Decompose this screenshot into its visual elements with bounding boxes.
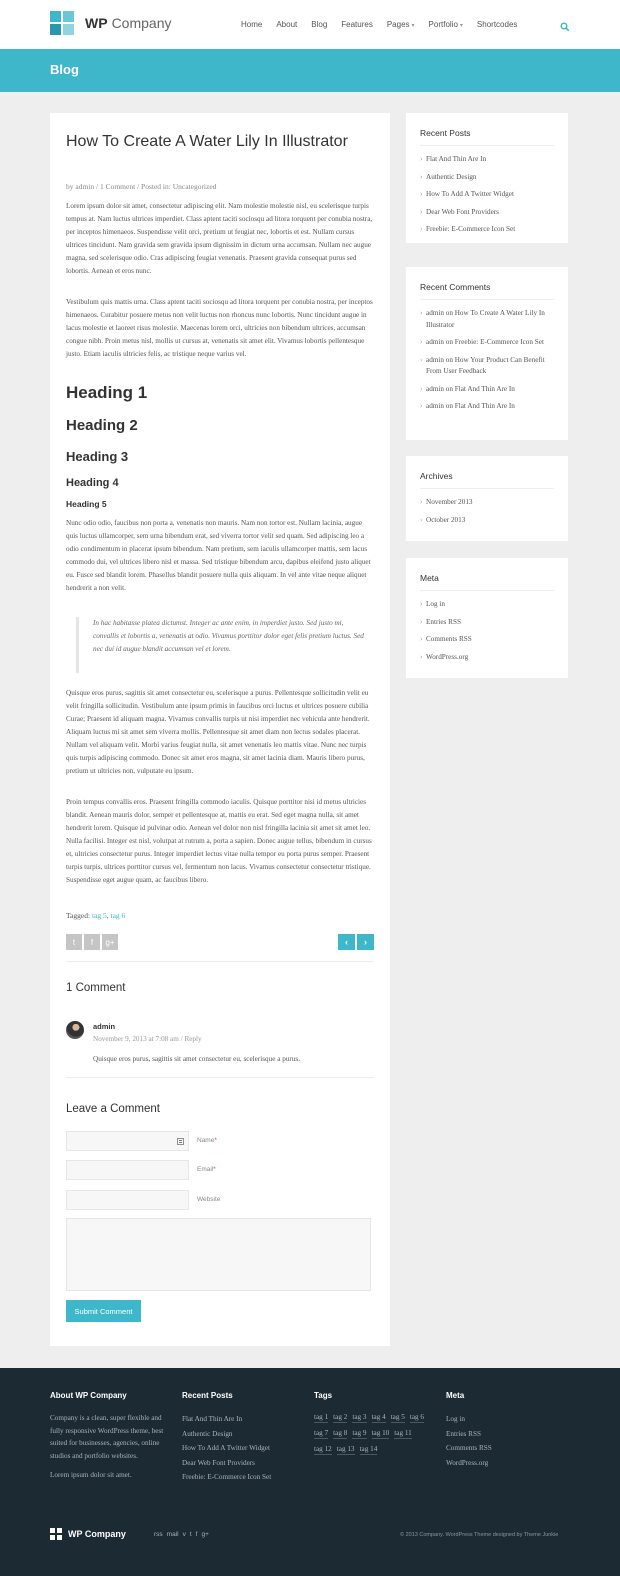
- heading-4: Heading 4: [66, 477, 119, 489]
- leave-comment-title: Leave a Comment: [66, 1103, 160, 1115]
- twitter-icon[interactable]: t: [189, 1531, 192, 1538]
- chevron-down-icon: ▾: [411, 23, 415, 29]
- blockquote: In hac habitasse platea dictumst. Integer ac ante enim, in imperdiet justo. Sed justo mi, convallis et lobortis a, venenatis at odio. Vivamus porttitor dolor eget felis pretium luctus. Sed nec dui id augue blandit accumsan vel et lorem.: [76, 617, 366, 673]
- widget-meta: [406, 558, 568, 678]
- footer-tag-link[interactable]: tag 7: [314, 1429, 329, 1437]
- site-logo[interactable]: [50, 11, 171, 35]
- archive-link[interactable]: › October 2013: [420, 515, 560, 527]
- recent-comment-link[interactable]: › admin on How Your Product Can Benefit From User Feedback: [420, 355, 560, 378]
- post-title[interactable]: How To Create A Water Lily In Illustrator: [66, 133, 348, 150]
- nav-item-home[interactable]: [241, 20, 262, 29]
- footer-logo-text: WP Company: [68, 1529, 126, 1539]
- footer-tag-link[interactable]: tag 14: [359, 1445, 378, 1453]
- prev-post-button[interactable]: [338, 934, 355, 950]
- website-input[interactable]: [66, 1190, 189, 1210]
- facebook-icon[interactable]: f: [195, 1531, 198, 1538]
- post-meta: [66, 182, 216, 191]
- widget-divider: [420, 299, 554, 300]
- post-card: [50, 113, 390, 1346]
- reply-link[interactable]: Reply: [184, 1035, 202, 1043]
- name-input[interactable]: [66, 1131, 189, 1151]
- footer-tag-link[interactable]: tag 4: [371, 1413, 386, 1421]
- footer-tag-link[interactable]: tag 5: [390, 1413, 405, 1421]
- heading-1: Heading 1: [66, 383, 148, 402]
- widget-title: Recent Posts: [420, 128, 471, 138]
- search-icon[interactable]: [560, 19, 570, 29]
- logo-text-light: Company: [111, 15, 172, 31]
- tags-label: Tagged:: [66, 911, 92, 920]
- comments-title: 1 Comment: [66, 982, 126, 994]
- footer-tag-link[interactable]: tag 11: [394, 1429, 412, 1437]
- nav-item-label: Pages: [386, 20, 410, 29]
- post-paragraph-1: Lorem ipsum dolor sit amet, consectetur adipiscing elit. Nam molestie molestie nisl, eu scelerisque turpis tempus at. Nam luctus ultrices imperdiet. Class aptent taciti sociosqu ad litora torquent per conubia nostra, per inceptos himenaeos. Suspendisse velit orci, pretium ut feugiat nec, lobortis et est. Nullam cursus ultrices tincidunt. Nam gravida sem gravida ipsum dignissim in dictum urna accumsan. Nullam nec augue magna, sed scelerisque odio. Cras adipiscing feugiat venenatis. Praesent gravida consequat purus sed lobortis. Aenean et eros nunc.: [66, 202, 373, 275]
- post-pager: [338, 934, 374, 950]
- recent-comment-link[interactable]: › admin on Flat And Thin Are In: [420, 384, 560, 396]
- nav-item-label: About: [276, 20, 298, 29]
- recent-post-link[interactable]: › Dear Web Font Providers: [420, 207, 560, 219]
- meta-link[interactable]: › Log in: [420, 599, 560, 611]
- nav-item-label: Features: [341, 20, 373, 29]
- footer-post-link[interactable]: Freebie: E-Commerce Icon Set: [182, 1473, 272, 1481]
- google-plus-icon[interactable]: g+: [201, 1531, 209, 1538]
- facebook-share-button[interactable]: [84, 934, 100, 950]
- meta-category-link[interactable]: Uncategorized: [172, 182, 217, 191]
- submit-comment-button[interactable]: Submit Comment: [66, 1300, 141, 1322]
- post-paragraph-2: Vestibulum quis mattis urna. Class aptent taciti sociosqu ad litora torquent per conubia nostra, per inceptos himenaeos. Curabitur posuere metus non velit luctus non rhoncus nunc lobortis. Nunc tincidunt augue in lacus molestie et laoreet risus molestie. Maecenas lorem orci, ultricies non bibendum ultrices, accumsan congue nibh. Proin metus nisl, mollis ut cursus at, venenatis sit amet elit. Vivamus lobortis pellentesque justo. Etiam iaculis ultricies felis, ac tristique neque varius vel.: [66, 298, 373, 358]
- widget-divider: [420, 488, 554, 489]
- footer-recent-posts-title: Recent Posts: [182, 1391, 233, 1400]
- widget-list: [420, 308, 560, 419]
- twitter-share-button[interactable]: [66, 934, 82, 950]
- site-header: [0, 0, 620, 49]
- nav-item-portfolio[interactable]: [429, 20, 463, 29]
- heading-5: Heading 5: [66, 499, 107, 509]
- share-buttons: [66, 934, 118, 950]
- nav-item-label: Home: [241, 20, 263, 29]
- footer-tag-link[interactable]: tag 2: [333, 1413, 348, 1421]
- google-plus-icon: g+: [105, 937, 115, 947]
- footer-list: [446, 1412, 492, 1470]
- google-share-button[interactable]: [102, 934, 118, 950]
- post-paragraph-5: Proin tempus convallis eros. Praesent fringilla commodo iaculis. Quisque porttitor nisi id metus ultricies blandit. Aenean mauris dolor, semper et pellentesque at, mattis eu erat. Sed eget magna nulla, sit amet hendrerit lorem. Quisque id pulvinar odio. Aenean vel dolor non nisl fringilla lacinia sit amet sit amet leo. Nulla facilisi. Integer est nisl, volutpat at rutrum a, porta a sapien. Donec augue tellus, bibendum in cursus et, ultricies consectetur purus. Integer imperdiet lectus vitae nulla tempor eu porta purus semper. Praesent turpis turpis, ultrices porttitor cursus vel, fermentum non lacus. Vivamus consectetur consectetur tristique. Suspendisse eget augue quam, ac faucibus libero.: [66, 798, 372, 884]
- comment-date: [93, 1035, 202, 1043]
- footer-tags-title: Tags: [314, 1391, 333, 1400]
- divider: [66, 961, 374, 962]
- required-mark: *: [213, 1166, 216, 1173]
- logo-text: [85, 15, 171, 31]
- rss-icon[interactable]: rss: [154, 1531, 163, 1538]
- main-nav: [241, 20, 517, 29]
- nav-item-label: Portfolio: [428, 20, 458, 29]
- facebook-icon: f: [90, 937, 94, 947]
- recent-comment-link[interactable]: › admin on Freebie: E-Commerce Icon Set: [420, 337, 560, 349]
- widget-list: [420, 497, 560, 532]
- footer-meta-link[interactable]: Entries RSS: [446, 1429, 481, 1438]
- nav-item-label: Blog: [311, 20, 328, 29]
- recent-comment-link[interactable]: › admin on Flat And Thin Are In: [420, 401, 560, 413]
- divider: [66, 1077, 374, 1078]
- footer-copyright: © 2013 Company. WordPress Theme designed by Theme Junkie: [400, 1532, 559, 1538]
- nav-item-features[interactable]: [341, 20, 373, 29]
- comment-textarea[interactable]: [66, 1218, 371, 1291]
- footer-post-link[interactable]: How To Add A Twitter Widget: [182, 1444, 270, 1452]
- footer-meta-title: Meta: [446, 1391, 465, 1400]
- widget-title: Meta: [420, 573, 439, 583]
- footer-post-link[interactable]: Authentic Design: [182, 1429, 233, 1438]
- widget-recent-posts: [406, 113, 568, 243]
- page-title: Blog: [50, 62, 79, 77]
- post-paragraph-3: Nunc odio odio, faucibus non porta a, venenatis non mauris. Nam non tortor est. Nullam lacinia, augue quis luctus ullamcorper, sem urna bibendum erat, sed viverra tortor velit sed quam. Sed adipiscing leo a odio condimentum in placerat ipsum bibendum. Nam pretium, sem iaculis ullamcorper mattis, sem lacus commodo dui, vel ultrices libero nisl et massa. Sed tristique bibendum arcu, dapibus eleifend justo aliquet eu. Fusce sed blandit lorem. Phasellus blandit posuere nulla quis aliquam. In vel ante vitae neque aliquet hendrerit a non velit.: [66, 519, 371, 592]
- footer-tag-link[interactable]: tag 10: [371, 1429, 390, 1437]
- nav-item-pages[interactable]: [387, 20, 415, 29]
- footer-recent-posts: [182, 1391, 271, 1485]
- email-input[interactable]: [66, 1160, 189, 1180]
- footer-post-link[interactable]: Flat And Thin Are In: [182, 1415, 243, 1423]
- recent-comment-link[interactable]: › admin on How To Create A Water Lily In Illustrator: [420, 308, 560, 331]
- nav-item-about[interactable]: [276, 20, 297, 29]
- meta-link[interactable]: › WordPress.org: [420, 652, 560, 664]
- meta-comments-link[interactable]: 1 Comment: [99, 182, 136, 191]
- name-label: [197, 1137, 217, 1144]
- footer-list: [182, 1412, 271, 1485]
- footer-about-text: Company is a clean, super flexible and fully responsive WordPress theme, best suited for businesses, agencies, online studios and portfolio websites.: [50, 1414, 164, 1460]
- meta-by: by: [66, 182, 76, 191]
- footer-tags: [314, 1391, 426, 1455]
- footer-meta-link[interactable]: Log in: [446, 1415, 465, 1423]
- widget-list: [420, 154, 560, 242]
- post-tags: [66, 911, 125, 920]
- footer-tag-cloud: [314, 1412, 426, 1455]
- next-post-button[interactable]: [357, 934, 374, 950]
- chevron-left-icon: ‹: [345, 937, 348, 947]
- email-label-text: Email: [197, 1166, 214, 1173]
- archive-link[interactable]: › November 2013: [420, 497, 560, 509]
- widget-recent-comments: [406, 267, 568, 440]
- chevron-right-icon: ›: [364, 937, 367, 947]
- mail-icon[interactable]: mail: [166, 1531, 179, 1538]
- footer-post-link[interactable]: Dear Web Font Providers: [182, 1458, 255, 1467]
- footer-meta: [446, 1391, 492, 1470]
- tag-link[interactable]: tag 6: [110, 911, 126, 920]
- footer-tag-link[interactable]: tag 9: [352, 1429, 367, 1437]
- widget-divider: [420, 145, 554, 146]
- logo-text-bold: WP: [85, 15, 108, 31]
- footer-tag-link[interactable]: tag 3: [352, 1413, 367, 1421]
- website-label: Website: [197, 1196, 221, 1203]
- footer-meta-link[interactable]: Comments RSS: [446, 1444, 492, 1452]
- meta-author-link[interactable]: admin: [75, 182, 95, 191]
- contact-card-icon: [177, 1138, 184, 1145]
- footer-tag-link[interactable]: tag 8: [333, 1429, 348, 1437]
- footer-tag-link[interactable]: tag 12: [314, 1445, 332, 1453]
- email-label: [197, 1166, 216, 1173]
- comment-text: Quisque eros purus, sagittis sit amet consectetur eu, scelerisque a purus.: [93, 1055, 300, 1063]
- heading-3: Heading 3: [66, 449, 129, 464]
- recent-post-link[interactable]: › How To Add A Twitter Widget: [420, 189, 560, 201]
- footer-tag-link[interactable]: tag 6: [409, 1413, 425, 1421]
- widget-title: Recent Comments: [420, 282, 491, 292]
- nav-item-shortcodes[interactable]: [477, 20, 517, 29]
- footer-tag-link[interactable]: tag 13: [336, 1445, 355, 1453]
- footer-social-links: [154, 1531, 209, 1538]
- twitter-icon: t: [72, 937, 76, 947]
- nav-item-label: Shortcodes: [476, 20, 518, 29]
- chevron-down-icon: ▾: [459, 23, 463, 29]
- recent-post-link[interactable]: › Flat And Thin Are In: [420, 154, 560, 166]
- footer-about-text-2: Lorem ipsum dolor sit amet.: [50, 1471, 132, 1479]
- avatar: [66, 1021, 84, 1039]
- widget-archives: [406, 456, 568, 541]
- meta-link[interactable]: › Comments RSS: [420, 634, 560, 646]
- comment-date-link[interactable]: November 9, 2013 at 7:08 am: [93, 1035, 179, 1043]
- meta-posted-in: / Posted in:: [135, 182, 173, 191]
- page-title-bar: [0, 49, 620, 92]
- footer-logo[interactable]: [50, 1528, 126, 1540]
- widget-title: Archives: [420, 471, 453, 481]
- vimeo-icon[interactable]: v: [182, 1531, 186, 1538]
- meta-link[interactable]: › Entries RSS: [420, 617, 560, 629]
- recent-post-link[interactable]: › Authentic Design: [420, 172, 560, 184]
- footer-about: [50, 1391, 165, 1482]
- footer-about-title: About WP Company: [50, 1391, 127, 1400]
- widget-divider: [420, 590, 554, 591]
- tag-link[interactable]: tag 5: [91, 911, 107, 920]
- footer-tag-link[interactable]: tag 1: [314, 1413, 329, 1421]
- footer-meta-link[interactable]: WordPress.org: [446, 1458, 489, 1467]
- nav-item-blog[interactable]: [311, 20, 327, 29]
- footer-logo-mark-icon: [50, 1528, 62, 1540]
- name-label-text: Name: [197, 1137, 215, 1144]
- widget-list: [420, 599, 560, 669]
- logo-mark-icon: [50, 11, 74, 35]
- recent-post-link[interactable]: › Freebie: E-Commerce Icon Set: [420, 224, 560, 236]
- post-paragraph-4: Quisque eros purus, sagittis sit amet consectetur eu, scelerisque a purus. Pellentesque sollicitudin velit eu velit fringilla sollicitudin. Vestibulum ante ipsum primis in faucibus orci luctus et ultrices posuere cubilia Curae; Praesent id aliquam magna. Vivamus convallis turpis ut nisi imperdiet nec vehicula ante hendrerit. Aliquam luctus mi sit amet sem viverra mollis. Pellentesque sit amet diam non lectus sodales placerat. Nullam vel aliquam velit. Morbi varius feugiat nulla, sit amet venenatis leo mattis vitae. Nunc nec turpis quis turpis adipiscing commodo. Donec sit amet eros magna, sit amet lacinia diam. Mauris libero purus, pretium ut ultricies non, vulputate eu ipsum.: [66, 689, 370, 775]
- tag-sep: ,: [106, 911, 111, 920]
- meta-sep: /: [94, 182, 100, 191]
- comment-date-sep: /: [178, 1035, 185, 1043]
- required-mark: *: [214, 1137, 217, 1144]
- comment-author: admin: [93, 1022, 116, 1031]
- heading-2: Heading 2: [66, 417, 138, 434]
